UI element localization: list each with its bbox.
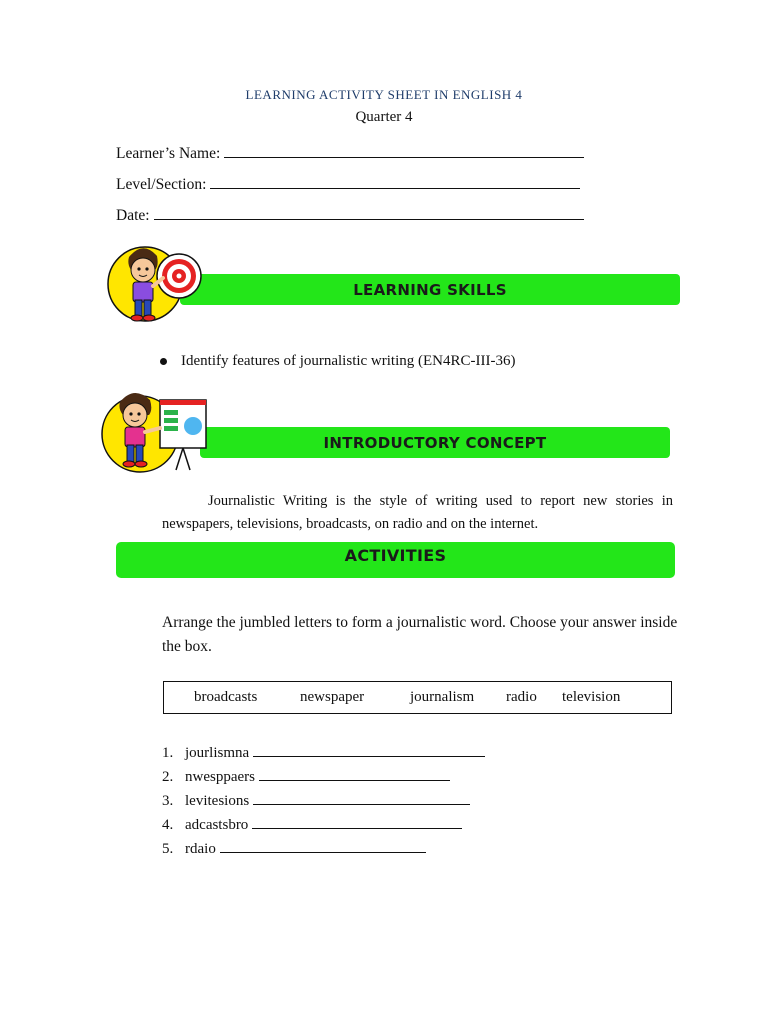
jumbled-word: rdaio: [185, 841, 216, 857]
list-item: [162, 742, 485, 762]
date-label: Date:: [116, 207, 150, 224]
item-number: 3.: [162, 793, 174, 809]
answer-line[interactable]: [220, 838, 426, 853]
item-number: 4.: [162, 817, 174, 833]
level-section-label: Level/Section:: [116, 176, 207, 193]
date-field[interactable]: [116, 205, 584, 225]
activities-heading: ACTIVITIES: [344, 545, 447, 565]
sheet-title: LEARNING ACTIVITY SHEET IN ENGLISH 4: [245, 87, 523, 102]
intro-text: Journalistic Writing is the style of writing used to report new stories in newspapers, televisions, broadcasts, on radio and on the internet.: [162, 493, 673, 532]
list-item: [162, 766, 450, 786]
jumbled-word: adcastsbro: [185, 817, 249, 833]
introductory-concept-heading: INTRODUCTORY CONCEPT: [323, 433, 547, 452]
list-item: [162, 838, 426, 858]
item-number: 2.: [162, 769, 174, 785]
level-section-field[interactable]: [116, 174, 580, 194]
list-item: [162, 790, 470, 810]
word-choice-box: [163, 681, 672, 714]
word-choice: newspaper: [300, 689, 365, 705]
activity-instructions: Arrange the jumbled letters to form a journalistic word. Choose your answer inside the box.: [162, 614, 678, 655]
level-section-line[interactable]: [210, 174, 580, 189]
quarter-label: Quarter 4: [355, 109, 413, 125]
item-number: 1.: [162, 745, 174, 761]
skill-text: Identify features of journalistic writing (EN4RC-III-36): [181, 353, 516, 369]
learner-name-field[interactable]: [116, 143, 584, 163]
answer-line[interactable]: [253, 742, 485, 757]
item-number: 5.: [162, 841, 174, 857]
date-line[interactable]: [154, 205, 584, 220]
learning-skills-banner: [180, 274, 680, 305]
word-choice: television: [562, 689, 621, 705]
answer-line[interactable]: [259, 766, 450, 781]
answer-line[interactable]: [253, 790, 470, 805]
activities-banner: [116, 542, 675, 578]
jumbled-word: jourlismna: [185, 745, 250, 761]
jumbled-word: nwesppaers: [185, 769, 255, 785]
learner-name-line[interactable]: [224, 143, 584, 158]
answer-line[interactable]: [252, 814, 462, 829]
list-item: [162, 814, 462, 834]
bullet-icon: [160, 358, 167, 365]
boy-with-target-icon: [105, 240, 210, 325]
word-choice: radio: [506, 689, 537, 705]
intro-paragraph: [162, 490, 673, 536]
learning-skills-heading: LEARNING SKILLS: [353, 280, 507, 299]
jumbled-word: levitesions: [185, 793, 250, 809]
boy-with-board-icon: [98, 386, 213, 476]
skill-list-item: [160, 353, 515, 370]
introductory-concept-banner: [200, 427, 670, 458]
word-choice: broadcasts: [194, 689, 258, 705]
word-choice: journalism: [410, 689, 475, 705]
learner-name-label: Learner’s Name:: [116, 145, 221, 162]
